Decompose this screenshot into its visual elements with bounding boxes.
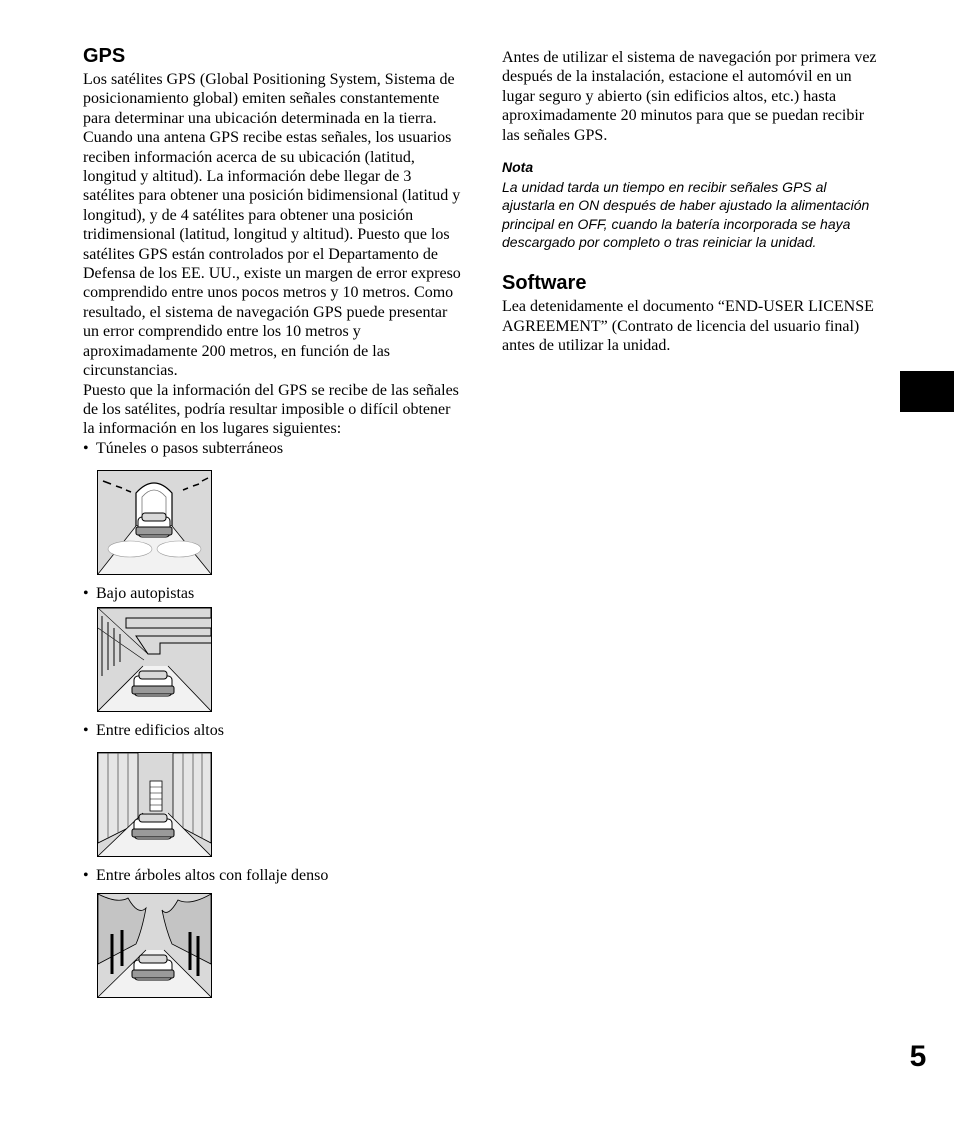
bullet-tunnels: • Túneles o pasos subterráneos	[83, 439, 284, 457]
note-text: La unidad tarda un tiempo en recibir señales GPS al ajustarla en ON después de haber ajustado la alimentación principal en OFF, cuando la batería incorporada se haya descargado por completo o tras reiniciar la unidad.	[502, 179, 870, 250]
trees-illustration	[97, 893, 212, 998]
bullet-dense-trees: • Entre árboles altos con follaje denso	[83, 866, 329, 884]
intro-paragraph: Antes de utilizar el sistema de navegación por primera vez después de la instalación, estacione el automóvil en un lugar seguro y abierto (sin edificios altos, etc.) hasta aproximadamente 20 minutos para que se puedan recibir las señales GPS.	[502, 49, 877, 144]
page-number: 5	[909, 1040, 927, 1073]
buildings-illustration	[97, 752, 212, 857]
gps-paragraph-1: Los satélites GPS (Global Positioning System, Sistema de posicionamiento global) emiten señales constantemente para determinar una ubicación determinada en la tierra. Cuando una antena GPS recibe estas señales, los usuarios reciben información acerca de su ubicación (latitud, longitud y altitud). La información debe llegar de 3 satélites para obtener una posición bidimensional (latitud y longitud), y de 4 satélites para obtener una posición tridimensional (latitud, longitud y altitud). Puesto que los satélites GPS están controlados por el Departamento de Defensa de los EE. UU., existe un margen de error expreso comprendido entre unos pocos metros y 10 metros. Como resultado, el sistema de navegación GPS puede presentar un error comprendido entre los 10 metros y aproximadamente 200 metros, en función de las circunstancias.	[83, 71, 461, 380]
software-paragraph: Lea detenidamente el documento “END-USER LICENSE AGREEMENT” (Contrato de licencia del usuario final) antes de utilizar la unidad.	[502, 298, 874, 355]
bullet-tall-buildings: • Entre edificios altos	[83, 721, 224, 739]
highway-illustration	[97, 607, 212, 712]
right-column	[502, 48, 882, 355]
section-tab-marker	[900, 371, 954, 412]
gps-paragraph-2: Puesto que la información del GPS se recibe de las señales de los satélites, podría resultar imposible o difícil obtener la información en los lugares siguientes:	[83, 381, 459, 438]
note-heading: Nota	[502, 159, 534, 176]
left-column	[83, 44, 463, 998]
tunnel-illustration	[97, 470, 212, 575]
software-heading: Software	[502, 272, 587, 295]
gps-heading: GPS	[83, 45, 126, 67]
bullet-highways: • Bajo autopistas	[83, 585, 195, 603]
